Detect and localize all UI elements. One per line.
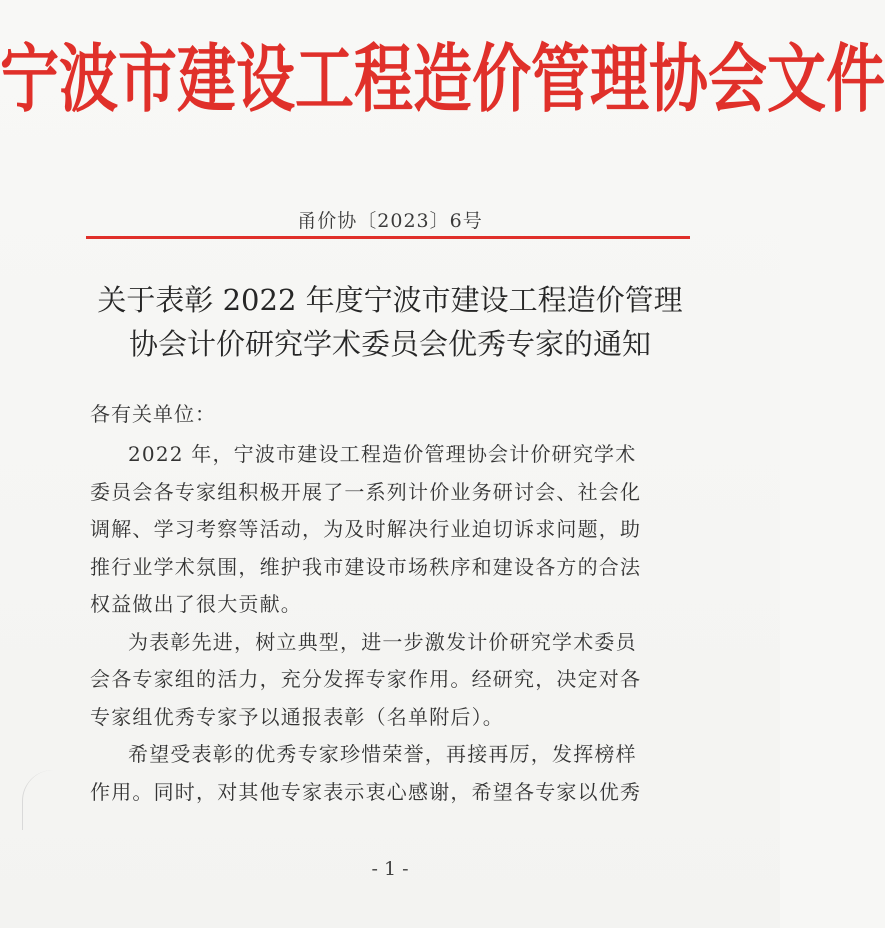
salutation: 各有关单位： xyxy=(90,402,216,426)
body-line: 为表彰先进，树立典型，进一步激发计价研究学术委员 xyxy=(128,629,637,654)
paper-fold-mark xyxy=(22,770,53,830)
document-number: 甬价协〔2023〕6号 xyxy=(297,210,483,232)
body-line: 专家组优秀专家予以通报表彰（名单附后）。 xyxy=(90,704,504,729)
body-line: 权益做出了很大贡献。 xyxy=(90,592,302,616)
body-line: 希望受表彰的优秀专家珍惜荣誉，再接再厉，发挥榜样 xyxy=(128,742,637,766)
notice-title-line-1: 关于表彰 2022 年度宁波市建设工程造价管理 xyxy=(97,283,683,317)
notice-body xyxy=(90,436,700,811)
body-line: 调解、学习考察等活动，为及时解决行业迫切诉求问题，助 xyxy=(90,517,642,541)
body-line: 推行业学术氛围，维护我市建设市场秩序和建设各方的合法 xyxy=(90,554,642,579)
notice-title xyxy=(0,278,780,366)
body-line: 委员会各专家组积极开展了一系列计价业务研讨会、社会化 xyxy=(90,479,642,504)
body-line: 2022 年，宁波市建设工程造价管理协会计价研究学术 xyxy=(128,442,637,466)
document-header-title: 宁波市建设工程造价管理协会文件 xyxy=(0,35,885,122)
header-red-divider xyxy=(86,236,690,239)
page-number: - 1 - xyxy=(371,858,409,880)
notice-title-line-2: 协会计价研究学术委员会优秀专家的通知 xyxy=(128,327,651,361)
body-line: 会各专家组的活力，充分发挥专家作用。经研究，决定对各 xyxy=(90,667,642,691)
body-line: 作用。同时，对其他专家表示衷心感谢，希望各专家以优秀 xyxy=(90,779,642,804)
